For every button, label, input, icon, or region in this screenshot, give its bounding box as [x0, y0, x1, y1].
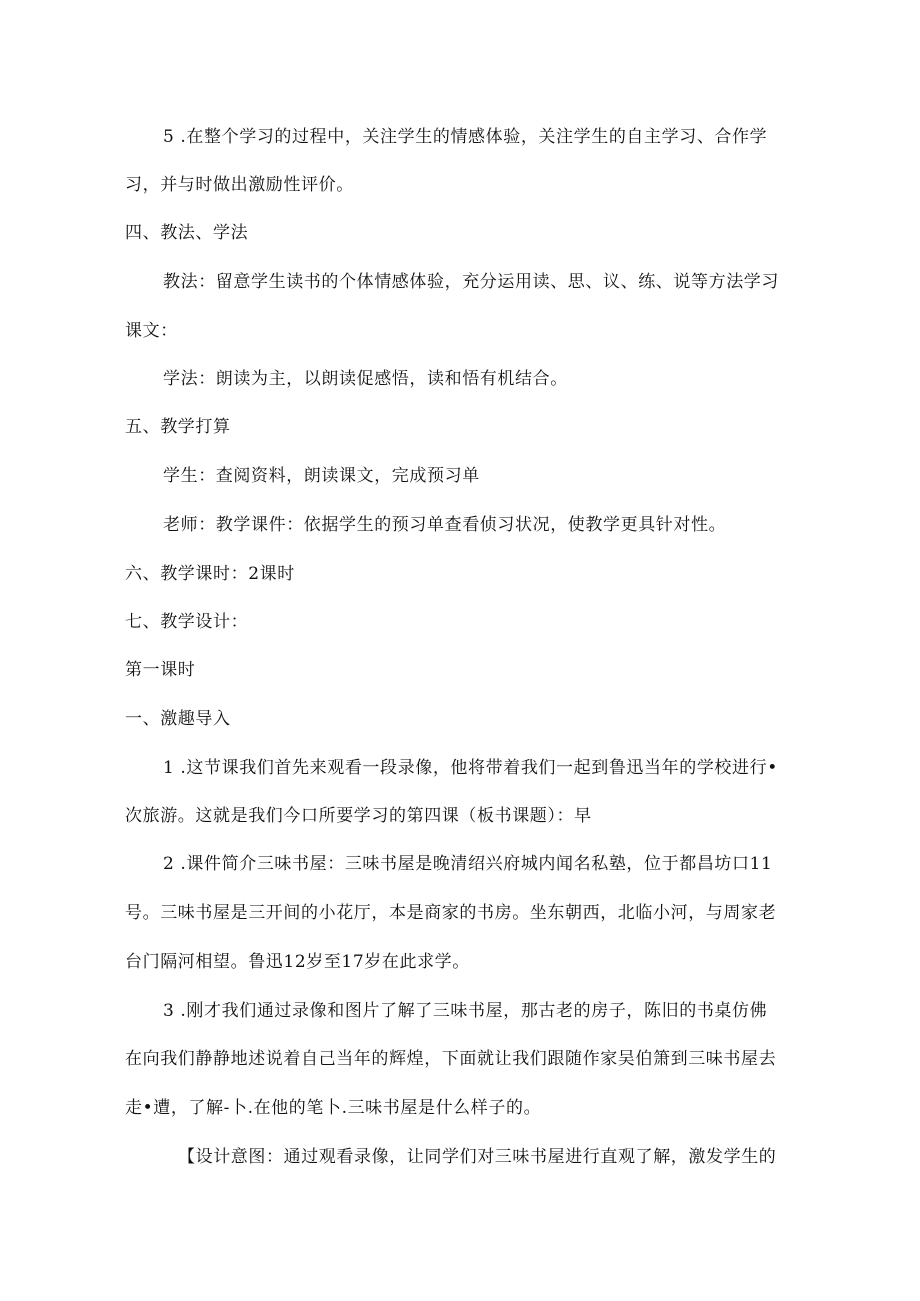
paragraph-line: 次旅游。这就是我们今口所要学习的第四课（板书课题）：早 — [125, 806, 592, 826]
section-heading: 五、教学打算 — [125, 417, 231, 437]
paragraph-line: 【设计意图：通过观看录像，让同学们对三味书屋进行直观了解，激发学生的 — [178, 1147, 777, 1167]
section-heading: 四、教法、学法 — [125, 223, 249, 243]
sub-heading: 第一课时 — [125, 660, 196, 680]
paragraph-line: 在向我们静静地述说着自己当年的辉煌，下面就让我们跟随作家吴伯箫到三味书屋去 — [125, 1049, 777, 1069]
sub-heading: 一、激趣导入 — [125, 709, 231, 729]
paragraph-line: 1 .这节课我们首先来观看一段录像，他将带着我们一起到鲁迅当年的学校进行• — [163, 758, 778, 778]
paragraph-line: 老师：教学课件：依据学生的预习单查看侦习状况，使教学更具针对性。 — [163, 515, 727, 535]
paragraph-line: 课文： — [125, 321, 178, 341]
paragraph-line: 3 .刚才我们通过录像和图片了解了三味书屋，那古老的房子，陈旧的书桌仿佛 — [163, 1001, 768, 1021]
paragraph-line: 5 .在整个学习的过程中，关注学生的情感体验，关注学生的自主学习、合作学 — [163, 127, 768, 147]
paragraph-line: 走•遭，了解-卜.在他的笔卜.三味书屋是什么样子的。 — [125, 1098, 542, 1118]
paragraph-line: 号。三味书屋是三开间的小花厅，本是商家的书房。坐东朝西，北临小河，与周家老 — [125, 903, 777, 923]
paragraph-line: 学生：查阅资料，朗读课文，完成预习单 — [163, 466, 480, 486]
section-heading: 六、教学课时：2课时 — [125, 564, 295, 584]
section-heading: 七、教学设计： — [125, 612, 249, 632]
paragraph-line: 习，并与时做出激励性评价。 — [125, 175, 354, 195]
paragraph-line: 学法：朗读为主，以朗读促感悟，读和悟有机结合。 — [163, 369, 568, 389]
paragraph-line: 台门隔河相望。鲁迅12岁至17岁在此求学。 — [125, 952, 470, 972]
paragraph-line: 2 .课件简介三味书屋：三味书屋是晚清绍兴府城内闻名私塾，位于都昌坊口11 — [163, 854, 773, 874]
paragraph-line: 教法：留意学生读书的个体情感体验，充分运用读、思、议、练、说等方法学习 — [163, 272, 779, 292]
